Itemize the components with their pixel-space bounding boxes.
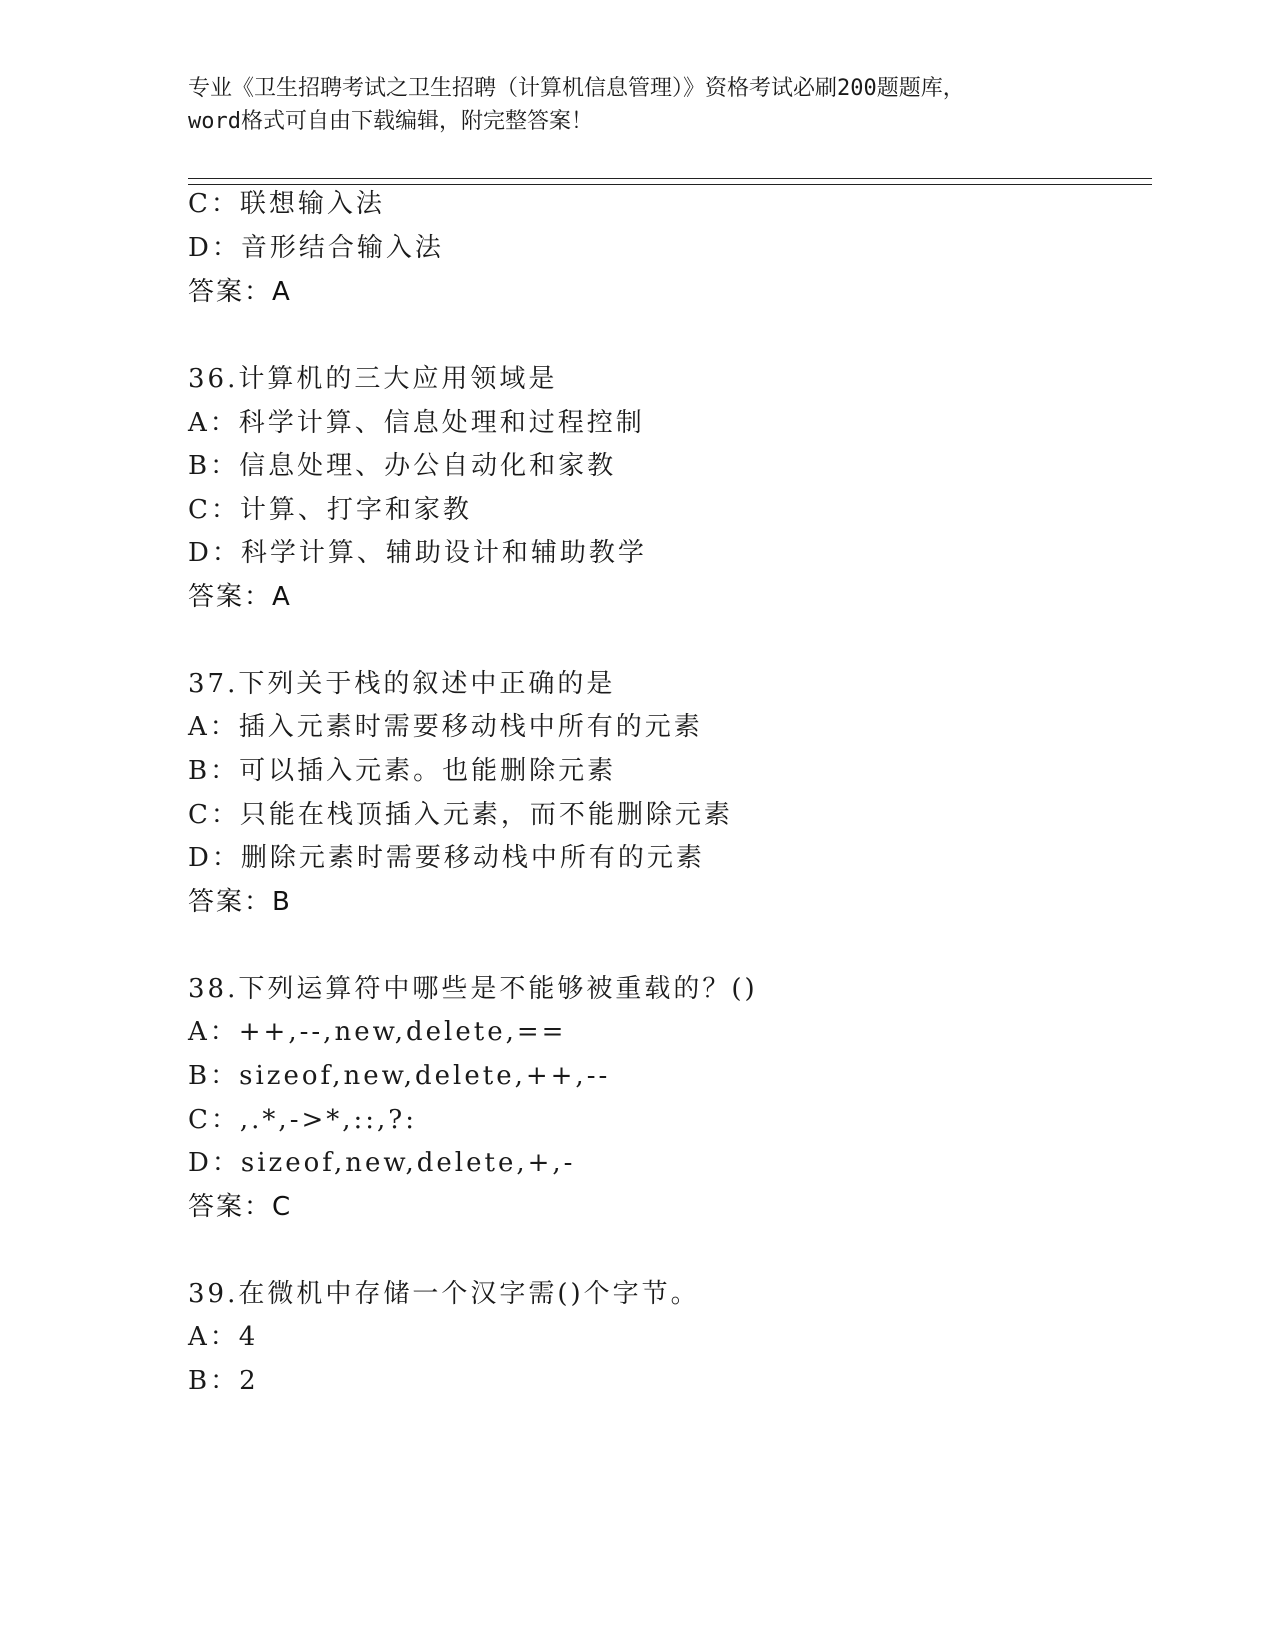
header-divider-bottom (188, 184, 1152, 185)
q37-option-d: D：删除元素时需要移动栈中所有的元素 (188, 843, 705, 873)
q39-option-b: B：2 (188, 1366, 259, 1396)
q36-answer: 答案：A (188, 582, 292, 612)
q35-answer: 答案：A (188, 277, 292, 307)
q39-question: 39.在微机中存储一个汉字需()个字节。 (188, 1279, 700, 1309)
q38-option-b: B：sizeof,new,delete,++,-- (188, 1061, 611, 1091)
q35-option-d: D：音形结合输入法 (188, 233, 444, 263)
q36-option-d: D：科学计算、辅助设计和辅助教学 (188, 538, 647, 568)
header-divider-top (188, 178, 1152, 179)
header-title-line-1: 专业《卫生招聘考试之卫生招聘（计算机信息管理）》资格考试必刷200题题库， (188, 76, 965, 101)
q37-option-c: C：只能在栈顶插入元素，而不能删除元素 (188, 800, 733, 830)
q35-option-c: C：联想输入法 (188, 189, 385, 219)
q37-answer: 答案：B (188, 887, 292, 917)
q37-question: 37.下列关于栈的叙述中正确的是 (188, 669, 616, 699)
q36-option-c: C：计算、打字和家教 (188, 495, 472, 525)
q36-option-a: A：科学计算、信息处理和过程控制 (188, 408, 645, 438)
document-header (188, 72, 1088, 138)
q37-option-a: A：插入元素时需要移动栈中所有的元素 (188, 712, 703, 742)
q39-option-a: A：4 (188, 1322, 259, 1352)
q36-question: 36.计算机的三大应用领域是 (188, 364, 558, 394)
header-title-line-2: word格式可自由下载编辑，附完整答案！ (188, 109, 593, 134)
q38-question: 38.下列运算符中哪些是不能够被重载的？() (188, 974, 758, 1004)
q38-option-c: C：,.*,->*,::,?: (188, 1105, 418, 1135)
q38-answer: 答案：C (188, 1192, 293, 1222)
q38-option-a: A：++,--,new,delete,== (188, 1017, 567, 1047)
q36-option-b: B：信息处理、办公自动化和家教 (188, 451, 617, 481)
q38-option-d: D：sizeof,new,delete,+,- (188, 1148, 576, 1178)
q37-option-b: B：可以插入元素。也能删除元素 (188, 756, 617, 786)
